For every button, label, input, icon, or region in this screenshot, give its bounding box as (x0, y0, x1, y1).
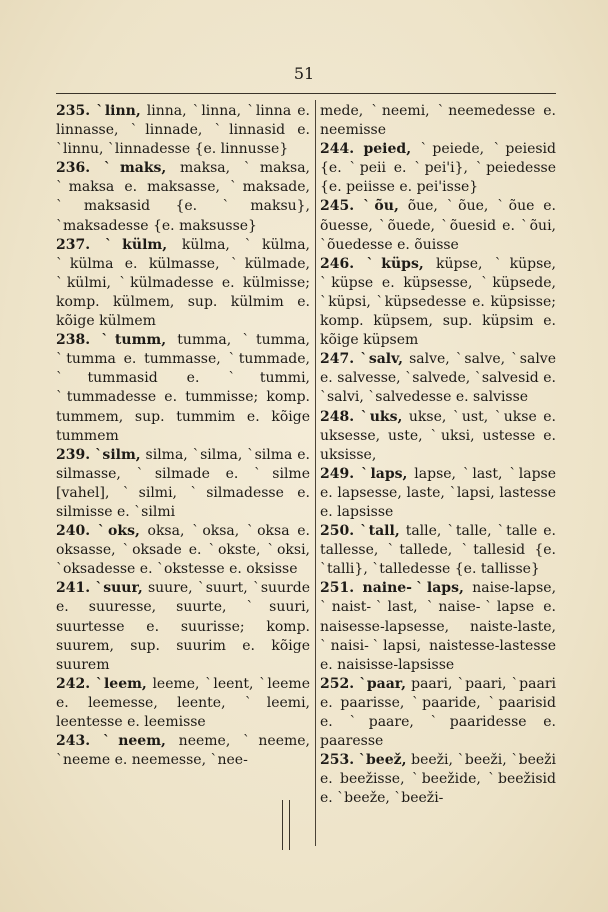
entry-239: 239. ˋsilm, silma, ˋsilma, ˋsilma e. silmasse, ˋsilmade e. ˋsilme [vahel], ˋsilmi, ˋsilmadesse e. silmisse e. ˋsilmi (56, 446, 310, 520)
entry-244: 244. peied, ˋpeiede, ˋpeiesid {e. ˋpeii e. ˋpei'i}, ˋpeiedesse {e. peiisse e. pei'isse} (320, 141, 556, 196)
entry-250: 250. ˋtall, talle, ˋtalle, ˋtalle e. tallesse, ˋtallede, ˋtallesid {e. ˋtalli}, ˋtalledesse {e. tallisse} (320, 523, 557, 578)
entry-238: 238. ˋtumm, tumma, ˋtumma, ˋtumma e. tummasse, ˋtummade, ˋtummasid e. ˋtummi, ˋtummadesse e. tummisse; komp. tummem, sup. tummim e. kõige tummem (56, 332, 310, 444)
left-column (56, 102, 310, 770)
entry-242: 242. ˋleem, leeme, ˋleent, ˋleeme e. leemesse, leente, ˋleemi, leentesse e. leemisse (56, 675, 310, 730)
entry-251: 251. naine-ˋlaps, naise-lapse, ˋnaist-ˋlast, ˋnaise-ˋlapse e. naisesse-lapsesse, naiste-laste, ˋnaisi-ˋlapsi, naistesse-lastesse e. naisisse-lapsisse (320, 580, 557, 673)
entry-246: 246. ˋküps, küpse, ˋküpse, ˋküpse e. küpsesse, ˋküpsede, ˋküpsi, ˋküpsedesse e. küpsisse; komp. küpsem, sup. küpsim e. kõige küpsem (320, 255, 556, 349)
right-column (320, 102, 556, 808)
column-divider (315, 100, 316, 846)
entry-252: 252. ˋpaar, paari, ˋpaari, ˋpaari e. paarisse, ˋpaaride, ˋpaarisid e. ˋpaare, ˋpaaridesse e. paaresse (320, 675, 556, 750)
entry-243-continued: mede, ˋneemi, ˋneemedesse e. neemisse (320, 103, 556, 139)
entry-237: 237. ˋkülm, külma, ˋkülma, ˋkülma e. külmasse, ˋkülmade, ˋkülmi, ˋkülmadesse e. külmisse; komp. külmem, sup. külmim e. kõige külmem (56, 236, 311, 330)
entry-235: 235. ˋlinn, linna, ˋlinna, ˋlinna e. linnasse, ˋlinnade, ˋlinnasid e. ˋlinnu, ˋlinnadesse {e. linnusse} (56, 103, 310, 158)
entry-236: 236. ˋmaks, maksa, ˋmaksa, ˋmaksa e. maksasse, ˋmaksade, ˋmaksasid {e. ˋmaksu}, ˋmaksadesse {e. maksusse} (56, 160, 310, 234)
page-number: 51 (293, 64, 315, 83)
header-rule (56, 93, 556, 94)
entry-243: 243. ˋneem, neeme, ˋneeme, ˋneeme e. neemesse, ˋnee- (56, 733, 310, 769)
entry-248: 248. ˋuks, ukse, ˋust, ˋukse e. uksesse, uste, ˋuksi, ustesse e. uksisse, (320, 408, 557, 463)
entry-245: 245. ˋõu, õue, ˋõue, ˋõue e. õuesse, ˋõuede, ˋõuesid e. ˋõui, ˋõuedesse e. õuisse (320, 198, 557, 253)
entry-247: 247. ˋsalv, salve, ˋsalve, ˋsalve e. salvesse, ˋsalvede, ˋsalvesid e. ˋsalvi, ˋsalvedesse e. salvisse (320, 351, 557, 406)
entry-241: 241. ˋsuur, suure, ˋsuurt, ˋsuurde e. suuresse, suurte, ˋsuuri, suurtesse e. suurisse; komp. suurem, sup. suurim e. kõige suurem (56, 580, 310, 673)
entry-249: 249. ˋlaps, lapse, ˋlast, ˋlapse e. lapsesse, laste, ˋlapsi, lastesse e. lapsisse (320, 465, 557, 520)
entry-240: 240. ˋoks, oksa, ˋoksa, ˋoksa e. oksasse, ˋoksade e. ˋokste, ˋoksi, ˋoksadesse e. ˋokstesse e. oksisse (56, 523, 310, 578)
entry-253: 253. ˋbeež, beeži, ˋbeeži, ˋbeeži e. beežisse, ˋbeežide, ˋbeežisid e. ˋbeeže, ˋbeeži- (320, 752, 556, 807)
margin-marks (282, 800, 290, 850)
